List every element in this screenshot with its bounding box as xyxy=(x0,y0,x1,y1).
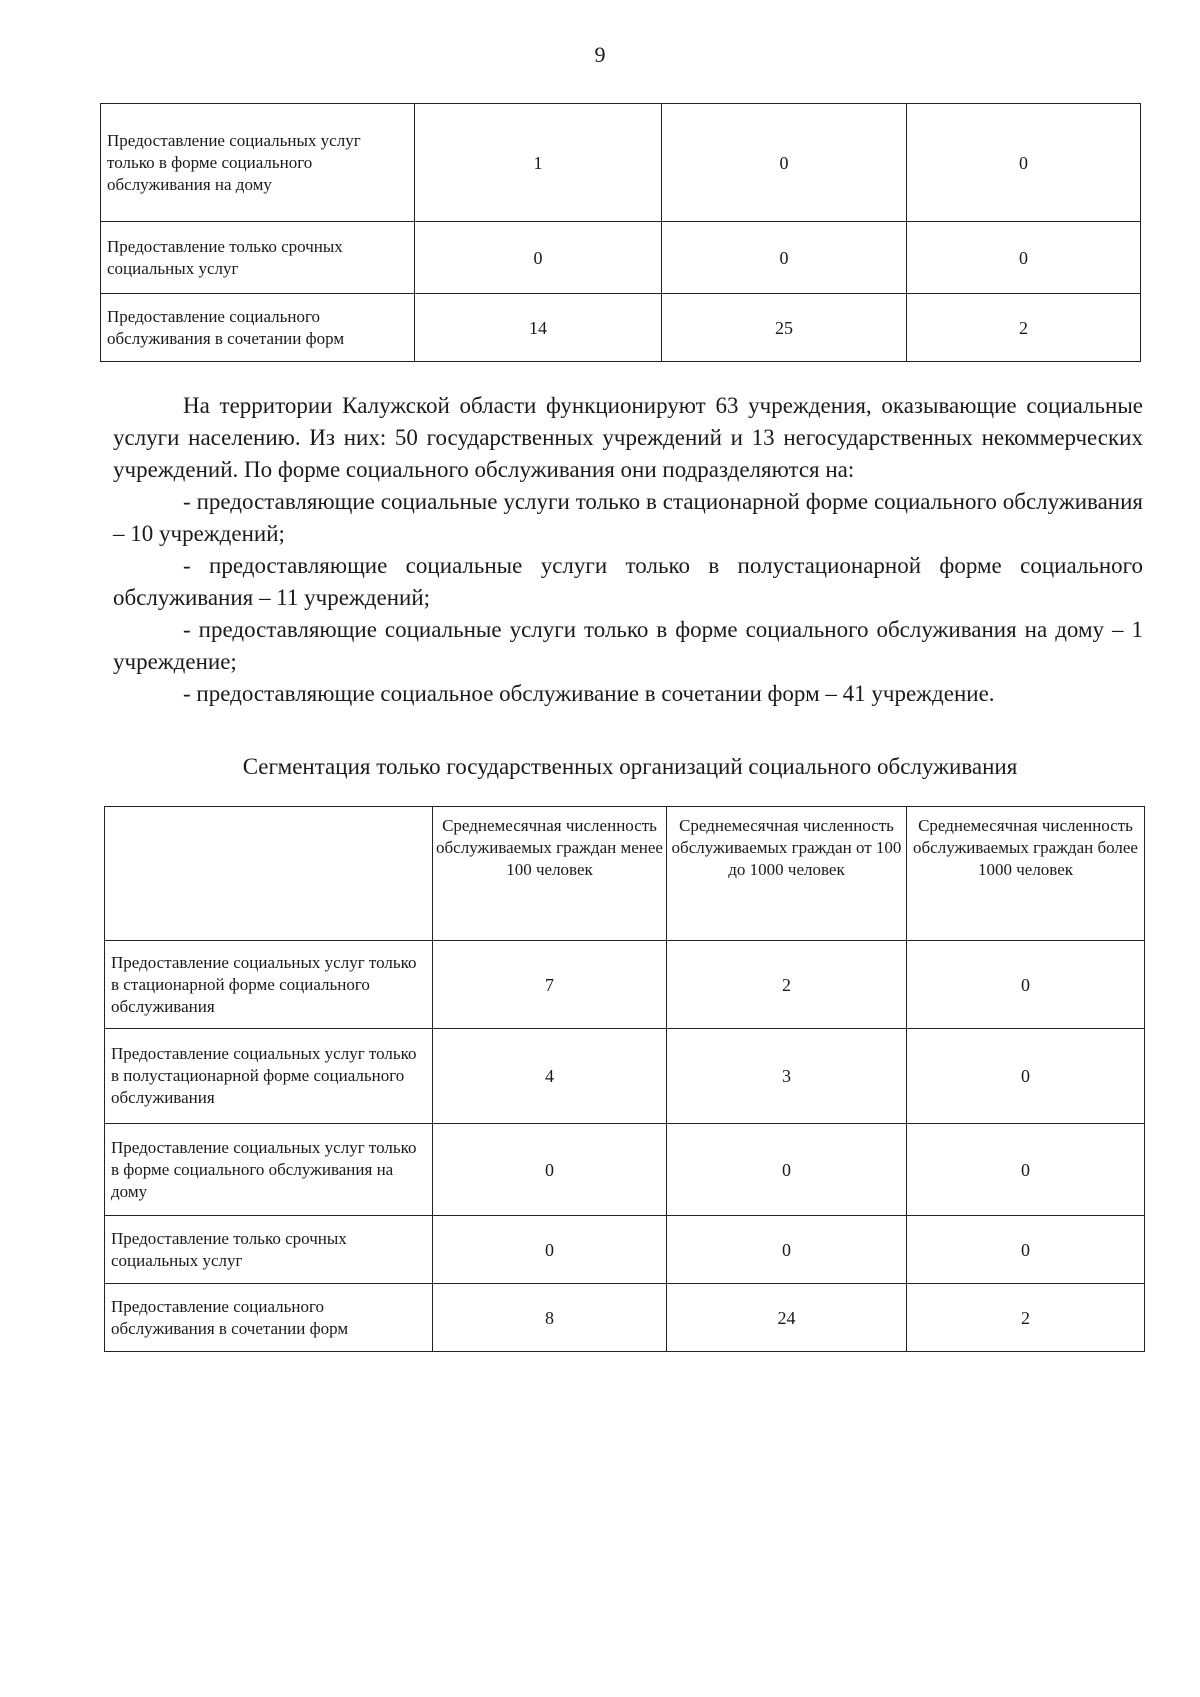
cell-value: 4 xyxy=(433,1029,667,1124)
table-row xyxy=(105,941,1145,1029)
paragraph: На территории Калужской области функционируют 63 учреждения, оказывающие социальные услуги населению. Из них: 50 государственных учреждений и 13 негосударственных некоммерческих учреждений. По форме социального обслуживания они подразделяются на: xyxy=(113,393,1143,482)
cell-value: 3 xyxy=(667,1029,907,1124)
cell-value: 0 xyxy=(415,222,662,294)
cell-value: 1 xyxy=(415,104,662,222)
cell-value: 0 xyxy=(662,222,907,294)
table-row xyxy=(105,1216,1145,1284)
cell-value: 2 xyxy=(667,941,907,1029)
cell-value: 25 xyxy=(662,294,907,362)
cell-value: 0 xyxy=(907,1216,1145,1284)
body-text xyxy=(113,390,1143,710)
cell-value: 0 xyxy=(433,1124,667,1216)
table-row xyxy=(101,104,1141,222)
section-title: Сегментация только государственных организаций социального обслуживания xyxy=(242,754,1018,779)
row-label: Предоставление социальных услуг только в стационарной форме социального обслуживания xyxy=(105,941,433,1029)
cell-value: 2 xyxy=(907,294,1141,362)
table-row xyxy=(101,222,1141,294)
cell-value: 2 xyxy=(907,1284,1145,1352)
list-item: - предоставляющие социальные услуги только в полустационарной форме социального обслуживания – 11 учреждений; xyxy=(113,553,1143,610)
segmentation-table-state xyxy=(104,806,1145,1352)
row-label: Предоставление социального обслуживания в сочетании форм xyxy=(105,1284,433,1352)
table-row xyxy=(101,294,1141,362)
table-row xyxy=(105,1124,1145,1216)
header-cell-empty xyxy=(105,807,433,941)
cell-value: 0 xyxy=(907,104,1141,222)
row-label: Предоставление социальных услуг только в форме социального обслуживания на дому xyxy=(101,104,415,222)
cell-value: 0 xyxy=(907,1124,1145,1216)
row-label: Предоставление социальных услуг только в полустационарной форме социального обслуживания xyxy=(105,1029,433,1124)
header-cell: Среднемесячная численность обслуживаемых граждан более 1000 человек xyxy=(907,807,1145,941)
row-label: Предоставление только срочных социальных услуг xyxy=(101,222,415,294)
page-number: 9 xyxy=(594,42,606,67)
row-label: Предоставление только срочных социальных услуг xyxy=(105,1216,433,1284)
table-header-row xyxy=(105,807,1145,941)
table-row xyxy=(105,1029,1145,1124)
row-label: Предоставление социальных услуг только в форме социального обслуживания на дому xyxy=(105,1124,433,1216)
table-row xyxy=(105,1284,1145,1352)
list-item: - предоставляющие социальное обслуживание в сочетании форм – 41 учреждение. xyxy=(183,681,995,706)
cell-value: 7 xyxy=(433,941,667,1029)
cell-value: 14 xyxy=(415,294,662,362)
header-cell: Среднемесячная численность обслуживаемых граждан менее 100 человек xyxy=(433,807,667,941)
cell-value: 0 xyxy=(907,941,1145,1029)
cell-value: 8 xyxy=(433,1284,667,1352)
list-item: - предоставляющие социальные услуги только в стационарной форме социального обслуживания – 10 учреждений; xyxy=(113,489,1143,546)
cell-value: 0 xyxy=(907,1029,1145,1124)
cell-value: 0 xyxy=(907,222,1141,294)
cell-value: 0 xyxy=(667,1216,907,1284)
cell-value: 0 xyxy=(662,104,907,222)
cell-value: 0 xyxy=(433,1216,667,1284)
row-label: Предоставление социального обслуживания в сочетании форм xyxy=(101,294,415,362)
segmentation-table-continued xyxy=(100,103,1141,362)
header-cell: Среднемесячная численность обслуживаемых граждан от 100 до 1000 человек xyxy=(667,807,907,941)
list-item: - предоставляющие социальные услуги только в форме социального обслуживания на дому – 1 учреждение; xyxy=(113,617,1143,674)
cell-value: 24 xyxy=(667,1284,907,1352)
cell-value: 0 xyxy=(667,1124,907,1216)
